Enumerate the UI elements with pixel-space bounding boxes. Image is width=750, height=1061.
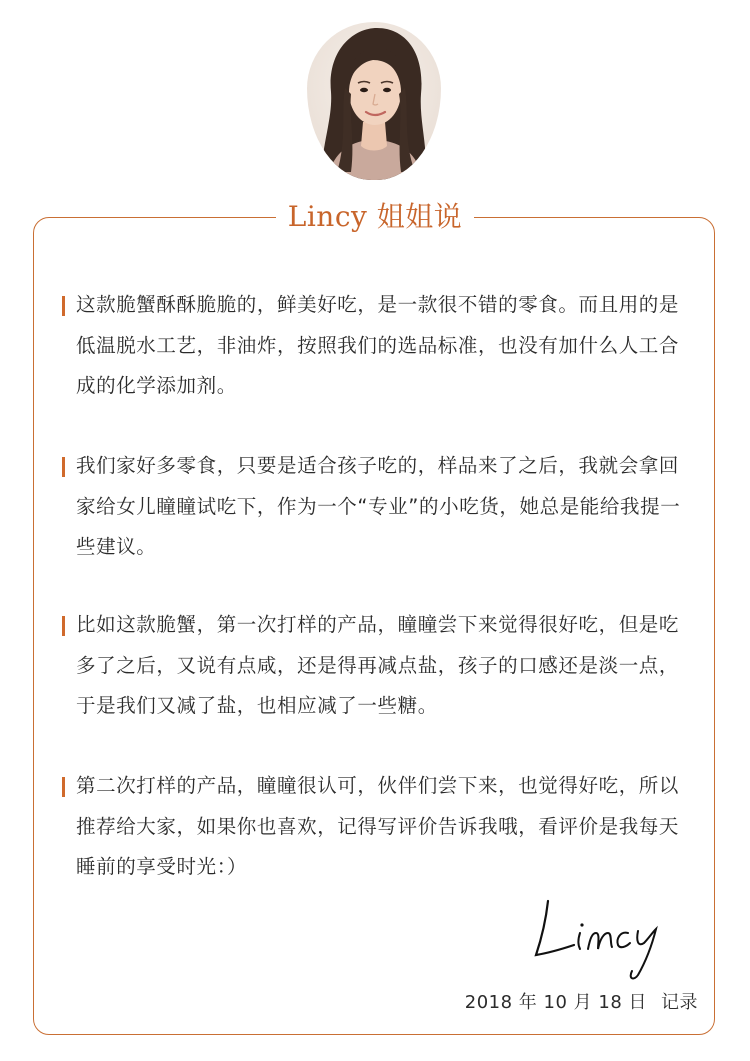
- paragraph-marker: [62, 616, 65, 636]
- paragraph-1: [76, 285, 696, 407]
- record-label: 记录: [661, 992, 698, 1013]
- paragraph-4: [76, 766, 696, 888]
- paragraph-marker: [62, 296, 65, 316]
- handwritten-signature: [528, 893, 678, 983]
- paragraph-3: [76, 605, 696, 727]
- paragraph-text: 这款脆蟹酥酥脆脆的，鲜美好吃，是一款很不错的零食。而且用的是低温脱水工艺，非油炸，按照我们的选品标准，也没有加什么人工合成的化学添加剂。: [76, 293, 680, 397]
- paragraph-marker: [62, 457, 65, 477]
- author-avatar: [307, 22, 441, 180]
- title-wrap: [0, 199, 750, 235]
- portrait-photo-icon: [307, 22, 441, 180]
- date-text: 2018 年 10 月 18 日: [464, 992, 647, 1013]
- paragraph-text: 第二次打样的产品，瞳瞳很认可，伙伴们尝下来，也觉得好吃，所以推荐给大家，如果你也喜欢，记得写评价告诉我哦，看评价是我每天睡前的享受时光：）: [76, 774, 680, 878]
- paragraph-marker: [62, 777, 65, 797]
- date-record: [465, 990, 698, 1016]
- paragraph-text: 比如这款脆蟹，第一次打样的产品，瞳瞳尝下来觉得很好吃，但是吃多了之后，又说有点咸，还是得再减点盐，孩子的口感还是淡一点，于是我们又减了盐，也相应减了一些糖。: [76, 613, 680, 717]
- page-title: Lincy 姐姐说: [276, 199, 474, 235]
- paragraph-2: [76, 446, 696, 568]
- paragraph-text: 我们家好多零食，只要是适合孩子吃的，样品来了之后，我就会拿回家给女儿瞳瞳试吃下，作为一个“专业”的小吃货，她总是能给我提一些建议。: [76, 454, 681, 558]
- signature-icon: [528, 893, 678, 983]
